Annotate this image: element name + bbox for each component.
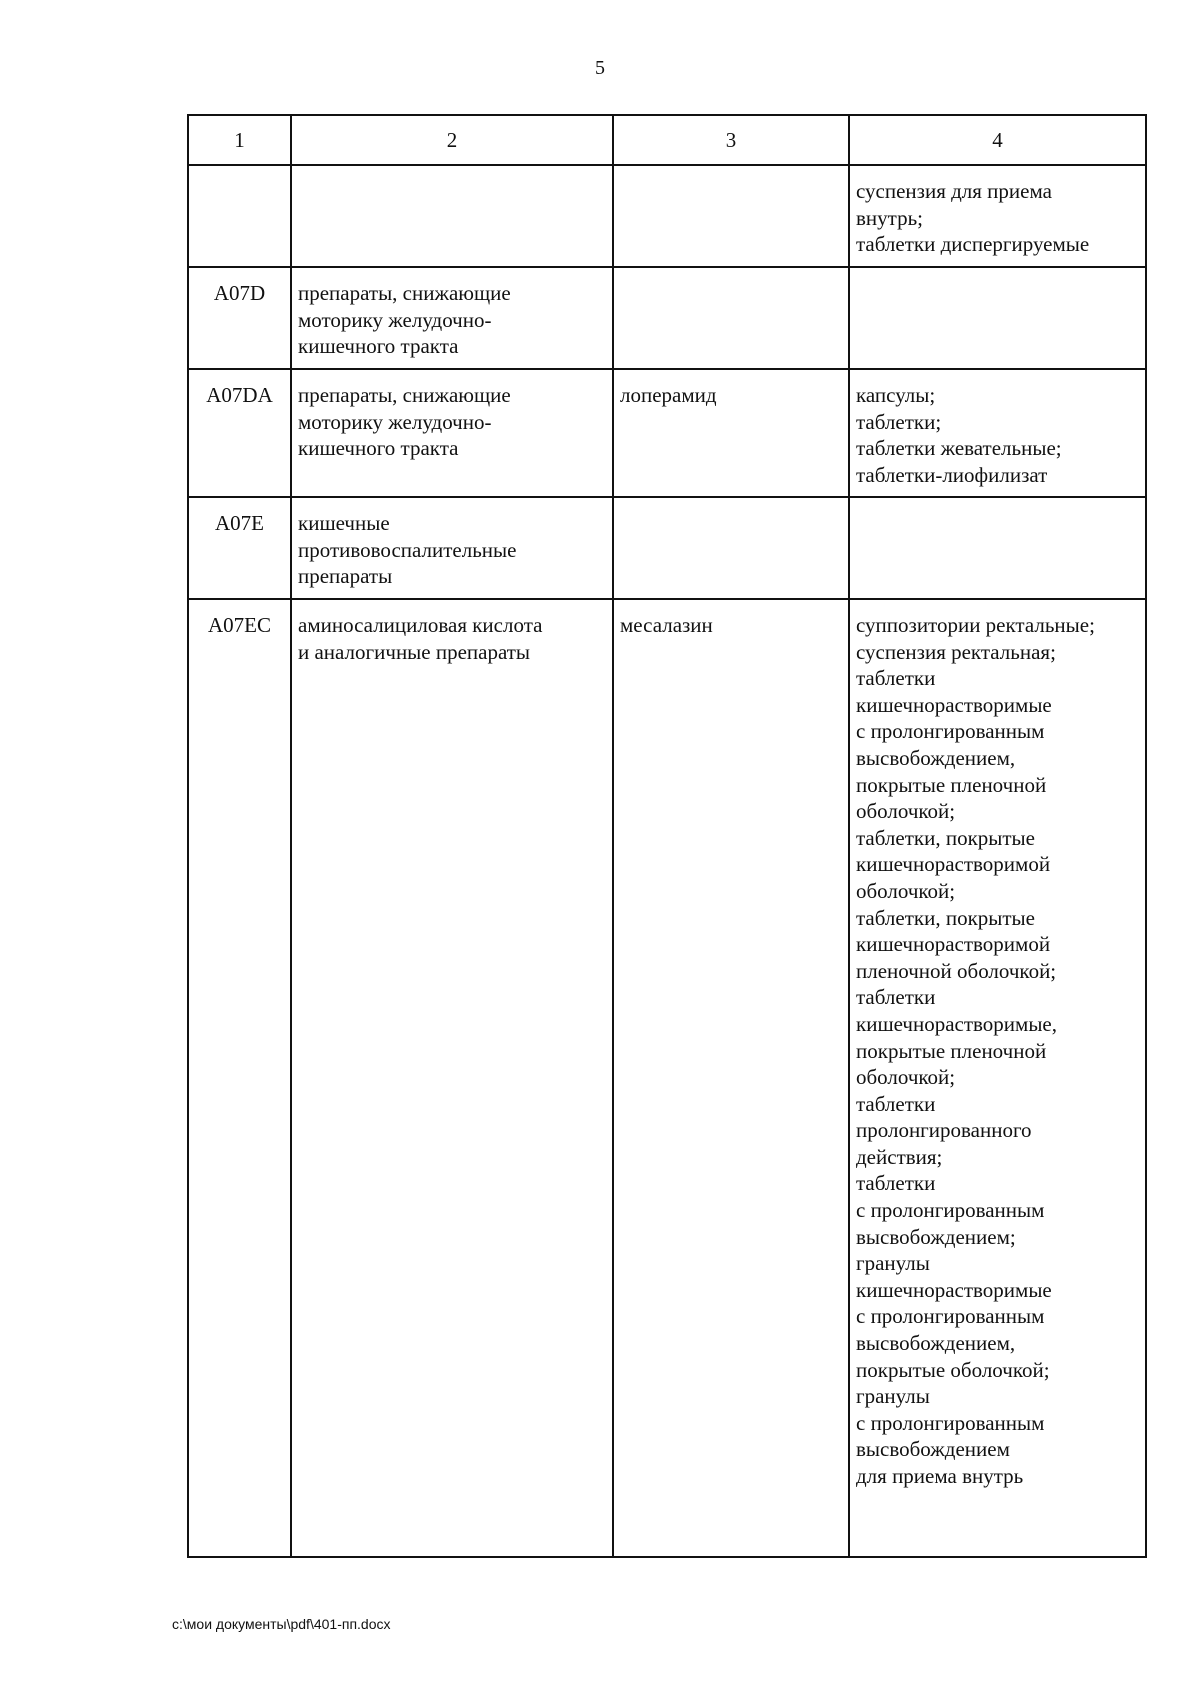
dosage-form-line: суппозитории ректальные; — [856, 613, 1095, 637]
dosage-form-line: таблетки, покрытые — [856, 825, 1035, 850]
table-row — [188, 599, 1146, 1557]
dosage-forms-cell — [849, 165, 1146, 267]
dosage-form-line: оболочкой; — [856, 1065, 956, 1090]
group-name-line: моторику желудочно- — [298, 307, 492, 332]
dosage-form-line: внутрь; — [856, 205, 923, 230]
dosage-form-line: покрытые пленочной — [856, 772, 1047, 797]
dosage-form-line: кишечнорастворимые, — [856, 1011, 1058, 1036]
dosage-form-line: покрытые пленочной — [856, 1038, 1047, 1063]
drug-name-cell: месалазин — [613, 599, 849, 1557]
drug-name-cell — [613, 267, 849, 369]
dosage-form-line: таблетки — [856, 1171, 936, 1196]
dosage-form-line: пролонгированного — [856, 1118, 1032, 1143]
dosage-forms-cell — [849, 369, 1146, 497]
dosage-form-line: таблетки диспергируемые — [856, 232, 1090, 257]
group-name-line: моторику желудочно- — [298, 409, 492, 434]
dosage-form-line: таблетки; — [856, 409, 942, 434]
dosage-form-line: суспензия ректальная; — [856, 639, 1056, 664]
atc-code-cell: A07D — [188, 267, 291, 369]
table-row — [188, 267, 1146, 369]
dosage-form-line: с пролонгированным — [856, 1198, 1045, 1223]
column-number-2: 2 — [291, 115, 613, 165]
dosage-form-line: с пролонгированным — [856, 1410, 1045, 1435]
dosage-form-line: кишечнорастворимой — [856, 932, 1051, 957]
dosage-forms-cell — [849, 497, 1146, 599]
group-name-cell — [291, 599, 613, 1557]
group-name-cell — [291, 165, 613, 267]
atc-code-cell — [188, 165, 291, 267]
dosage-form-line: с пролонгированным — [856, 719, 1045, 744]
dosage-form-line: оболочкой; — [856, 878, 956, 903]
table-row — [188, 165, 1146, 267]
dosage-form-line: оболочкой; — [856, 799, 956, 824]
table-row — [188, 497, 1146, 599]
table-header-row — [188, 115, 1146, 165]
table-row — [188, 369, 1146, 497]
dosage-form-line: таблетки — [856, 666, 936, 691]
drug-name-cell — [613, 165, 849, 267]
dosage-form-line: кишечнорастворимые — [856, 1277, 1052, 1302]
dosage-forms-cell — [849, 599, 1146, 1557]
group-name-line: препараты, снижающие — [298, 281, 511, 305]
dosage-form-line: таблетки-лиофилизат — [856, 462, 1048, 487]
dosage-form-line: покрытые оболочкой; — [856, 1357, 1050, 1382]
footer-file-path: c:\мои документы\pdf\401-пп.docx — [172, 1616, 391, 1632]
drug-list-table — [187, 114, 1147, 1558]
dosage-forms-cell — [849, 267, 1146, 369]
dosage-form-line: с пролонгированным — [856, 1304, 1045, 1329]
column-number-3: 3 — [613, 115, 849, 165]
group-name-line: препараты, снижающие — [298, 383, 511, 407]
dosage-form-line: кишечнорастворимые — [856, 692, 1052, 717]
group-name-line: кишечные — [298, 511, 390, 535]
dosage-form-line: кишечнорастворимой — [856, 852, 1051, 877]
group-name-cell — [291, 267, 613, 369]
dosage-form-line: таблетки — [856, 1091, 936, 1116]
dosage-form-line: капсулы; — [856, 383, 936, 407]
dosage-form-line: гранулы — [856, 1384, 930, 1409]
column-number-1: 1 — [188, 115, 291, 165]
group-name-line: кишечного тракта — [298, 334, 459, 359]
dosage-form-line: для приема внутрь — [856, 1464, 1024, 1488]
dosage-form-line: гранулы — [856, 1251, 930, 1276]
dosage-form-line: высвобождением; — [856, 1224, 1016, 1249]
group-name-line: аминосалициловая кислота — [298, 613, 543, 637]
dosage-form-line: высвобождением — [856, 1437, 1010, 1462]
dosage-form-line: пленочной оболочкой; — [856, 958, 1057, 983]
column-number-4: 4 — [849, 115, 1146, 165]
dosage-form-line: высвобождением, — [856, 745, 1016, 770]
group-name-line: и аналогичные препараты — [298, 639, 531, 664]
group-name-cell — [291, 369, 613, 497]
drug-name-cell: лоперамид — [613, 369, 849, 497]
atc-code-cell: A07DA — [188, 369, 291, 497]
group-name-line: противовоспалительные — [298, 537, 517, 562]
dosage-form-line: таблетки — [856, 985, 936, 1010]
group-name-line: кишечного тракта — [298, 436, 459, 461]
dosage-form-line: высвобождением, — [856, 1331, 1016, 1356]
drug-name-cell — [613, 497, 849, 599]
dosage-form-line: таблетки, покрытые — [856, 905, 1035, 930]
group-name-cell — [291, 497, 613, 599]
atc-code-cell: A07E — [188, 497, 291, 599]
dosage-form-line: суспензия для приема — [856, 179, 1052, 203]
dosage-form-line: действия; — [856, 1144, 943, 1169]
page-number: 5 — [595, 57, 605, 79]
dosage-form-line: таблетки жевательные; — [856, 436, 1062, 461]
atc-code-cell: A07EC — [188, 599, 291, 1557]
group-name-line: препараты — [298, 564, 393, 589]
